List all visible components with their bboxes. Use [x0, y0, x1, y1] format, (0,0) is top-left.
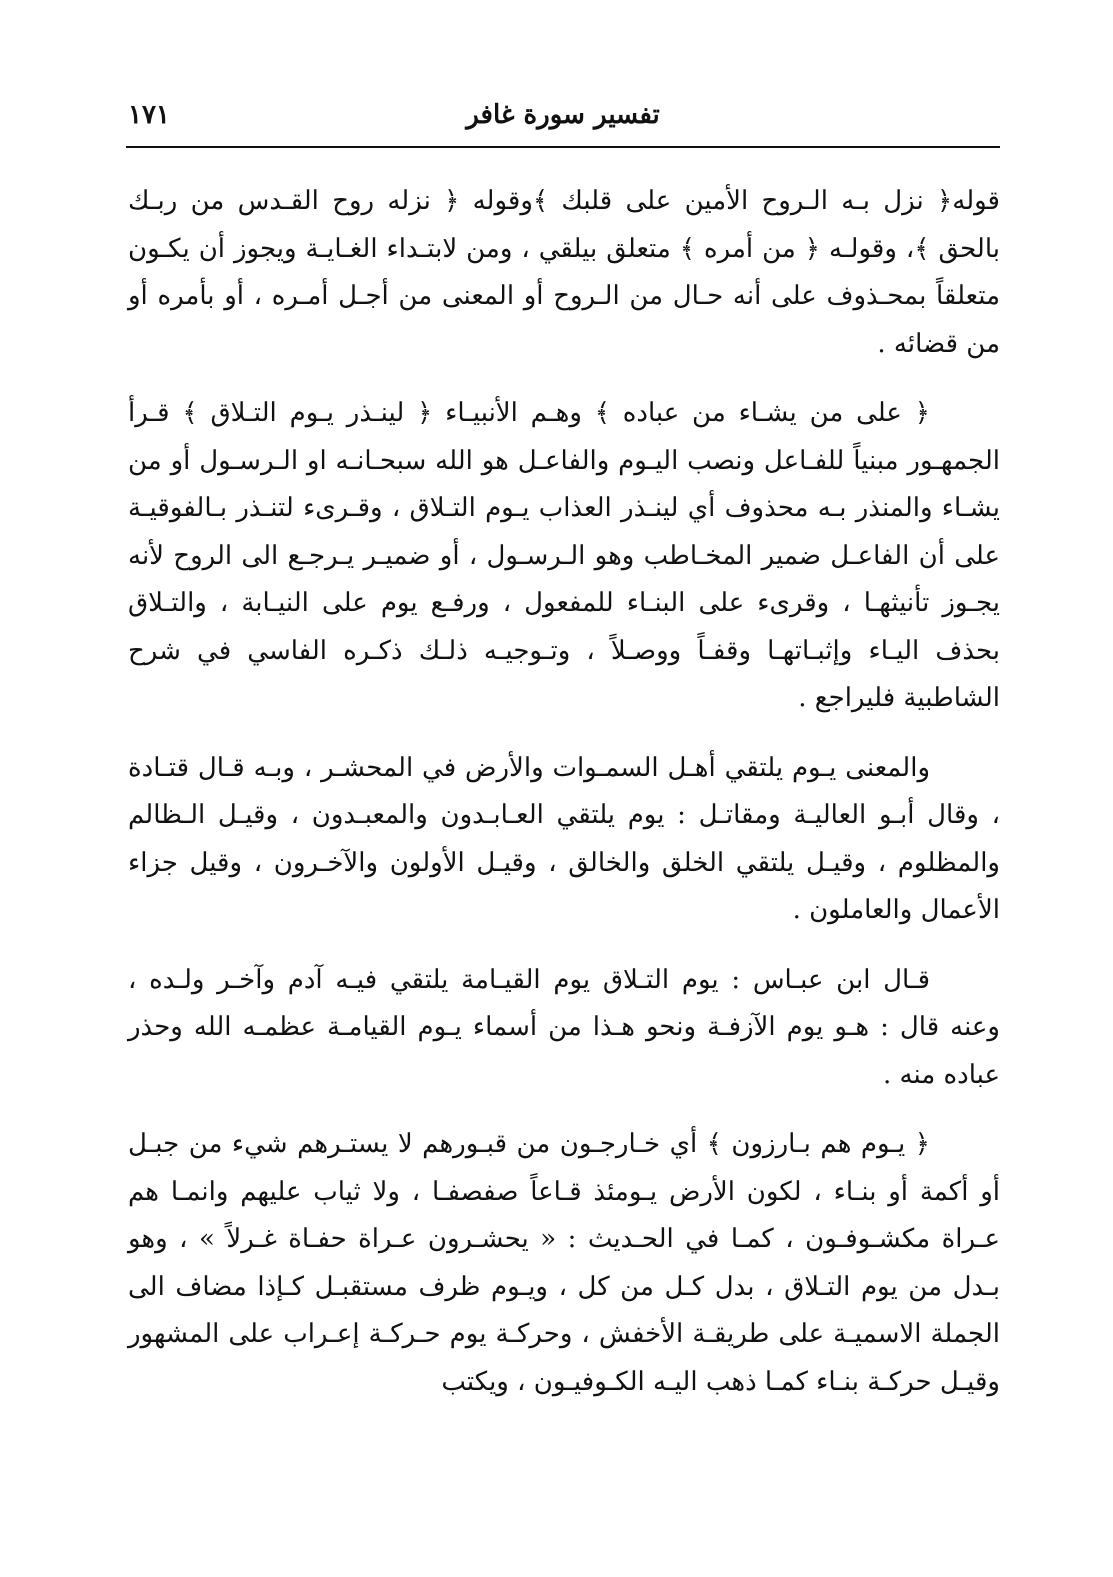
paragraph-2: ﴿ على من يشـاء من عباده ﴾ وهـم الأنبيـاء ﴿ لينـذر يـوم التـلاق ﴾ قـرأ الجمهـور مبنياً للفـاعل ونصب اليـوم والفاعـل هو الله سبحـانـه او الـرسـول أو من يشـاء والمنذر بـه محذوف أي لينـذر العذاب يـوم التـلاق ، وقـرىء لتنـذر بـالفوقيـة على أن الفاعـل ضمير المخـاطب وهو الـرسـول ، أو ضميـر يـرجـع الى الروح لأنه يجـوز تأنيثهـا ، وقرىء على البنـاء للمفعول ، ورفـع يوم على النيـابة ، والتـلاق بحذف اليـاء وإثبـاتهـا وقفـاً ووصـلاً ، وتـوجيـه ذلـك ذكـره الفاسي في شرح الشاطبية فليراجع .	[128, 398, 1000, 713]
paragraph-5: ﴿ يـوم هم بـارزون ﴾ أي خـارجـون من قبـورهم لا يستـرهم شيء من جبـل أو أكمة أو بنـاء ، لكون الأرض يـومئذ قـاعاً صفصفـا ، ولا ثياب عليهم وانمـا هم عـراة مكشـوفـون ، كمـا في الحـديث : « يحشـرون عـراة حفـاة غـرلاً » ، وهو بـدل من يوم التـلاق ، بدل كـل من كل ، ويـوم ظرف مستقبـل كـإذا مضاف الى الجملة الاسميـة على طريقـة الأخفش ، وحركـة يوم حـركـة إعـراب على المشهور وقيـل حركـة بنـاء كمـا ذهب اليـه الكـوفيـون ، ويكتب	[128, 1129, 1000, 1397]
paragraph-4: قـال ابن عبـاس : يوم التـلاق يوم القيـامة يلتقي فيـه آدم وآخـر ولـده ، وعنه قال : هـو يوم الآزفـة ونحو هـذا من أسماء يـوم القيامـة عظمـه الله وحذر عباده منه .	[128, 964, 1000, 1090]
paragraph-3: والمعنى يـوم يلتقي أهـل السمـوات والأرض في المحشـر ، وبـه قـال قتـادة ، وقال أبـو العاليـة ومقاتـل : يوم يلتقي العـابـدون والمعبـدون ، وقيـل الـظالم والمظلوم ، وقيـل يلتقي الخلق والخالق ، وقيـل الأولون والآخـرون ، وقيل جزاء الأعمال والعاملون .	[128, 752, 1000, 925]
page-header	[128, 96, 998, 142]
paragraph-1: قوله﴿ نزل بـه الـروح الأمين على قلبك ﴾وقوله ﴿ نزله روح القـدس من ربـك بالحق ﴾، وقولـه ﴿ من أمره ﴾ متعلق بيلقي ، ومن لابتـداء الغـايـة ويجوز أن يكـون متعلقاً بمحـذوف على أنه حـال من الـروح أو المعنى من أجـل أمـره ، أو بأمره أو من قضائه .	[128, 186, 1000, 359]
page-number: ١٧١	[128, 100, 170, 130]
page-body	[128, 178, 1000, 1428]
header-divider	[126, 146, 1000, 148]
running-title: تفسير سورة غافر	[466, 100, 660, 130]
